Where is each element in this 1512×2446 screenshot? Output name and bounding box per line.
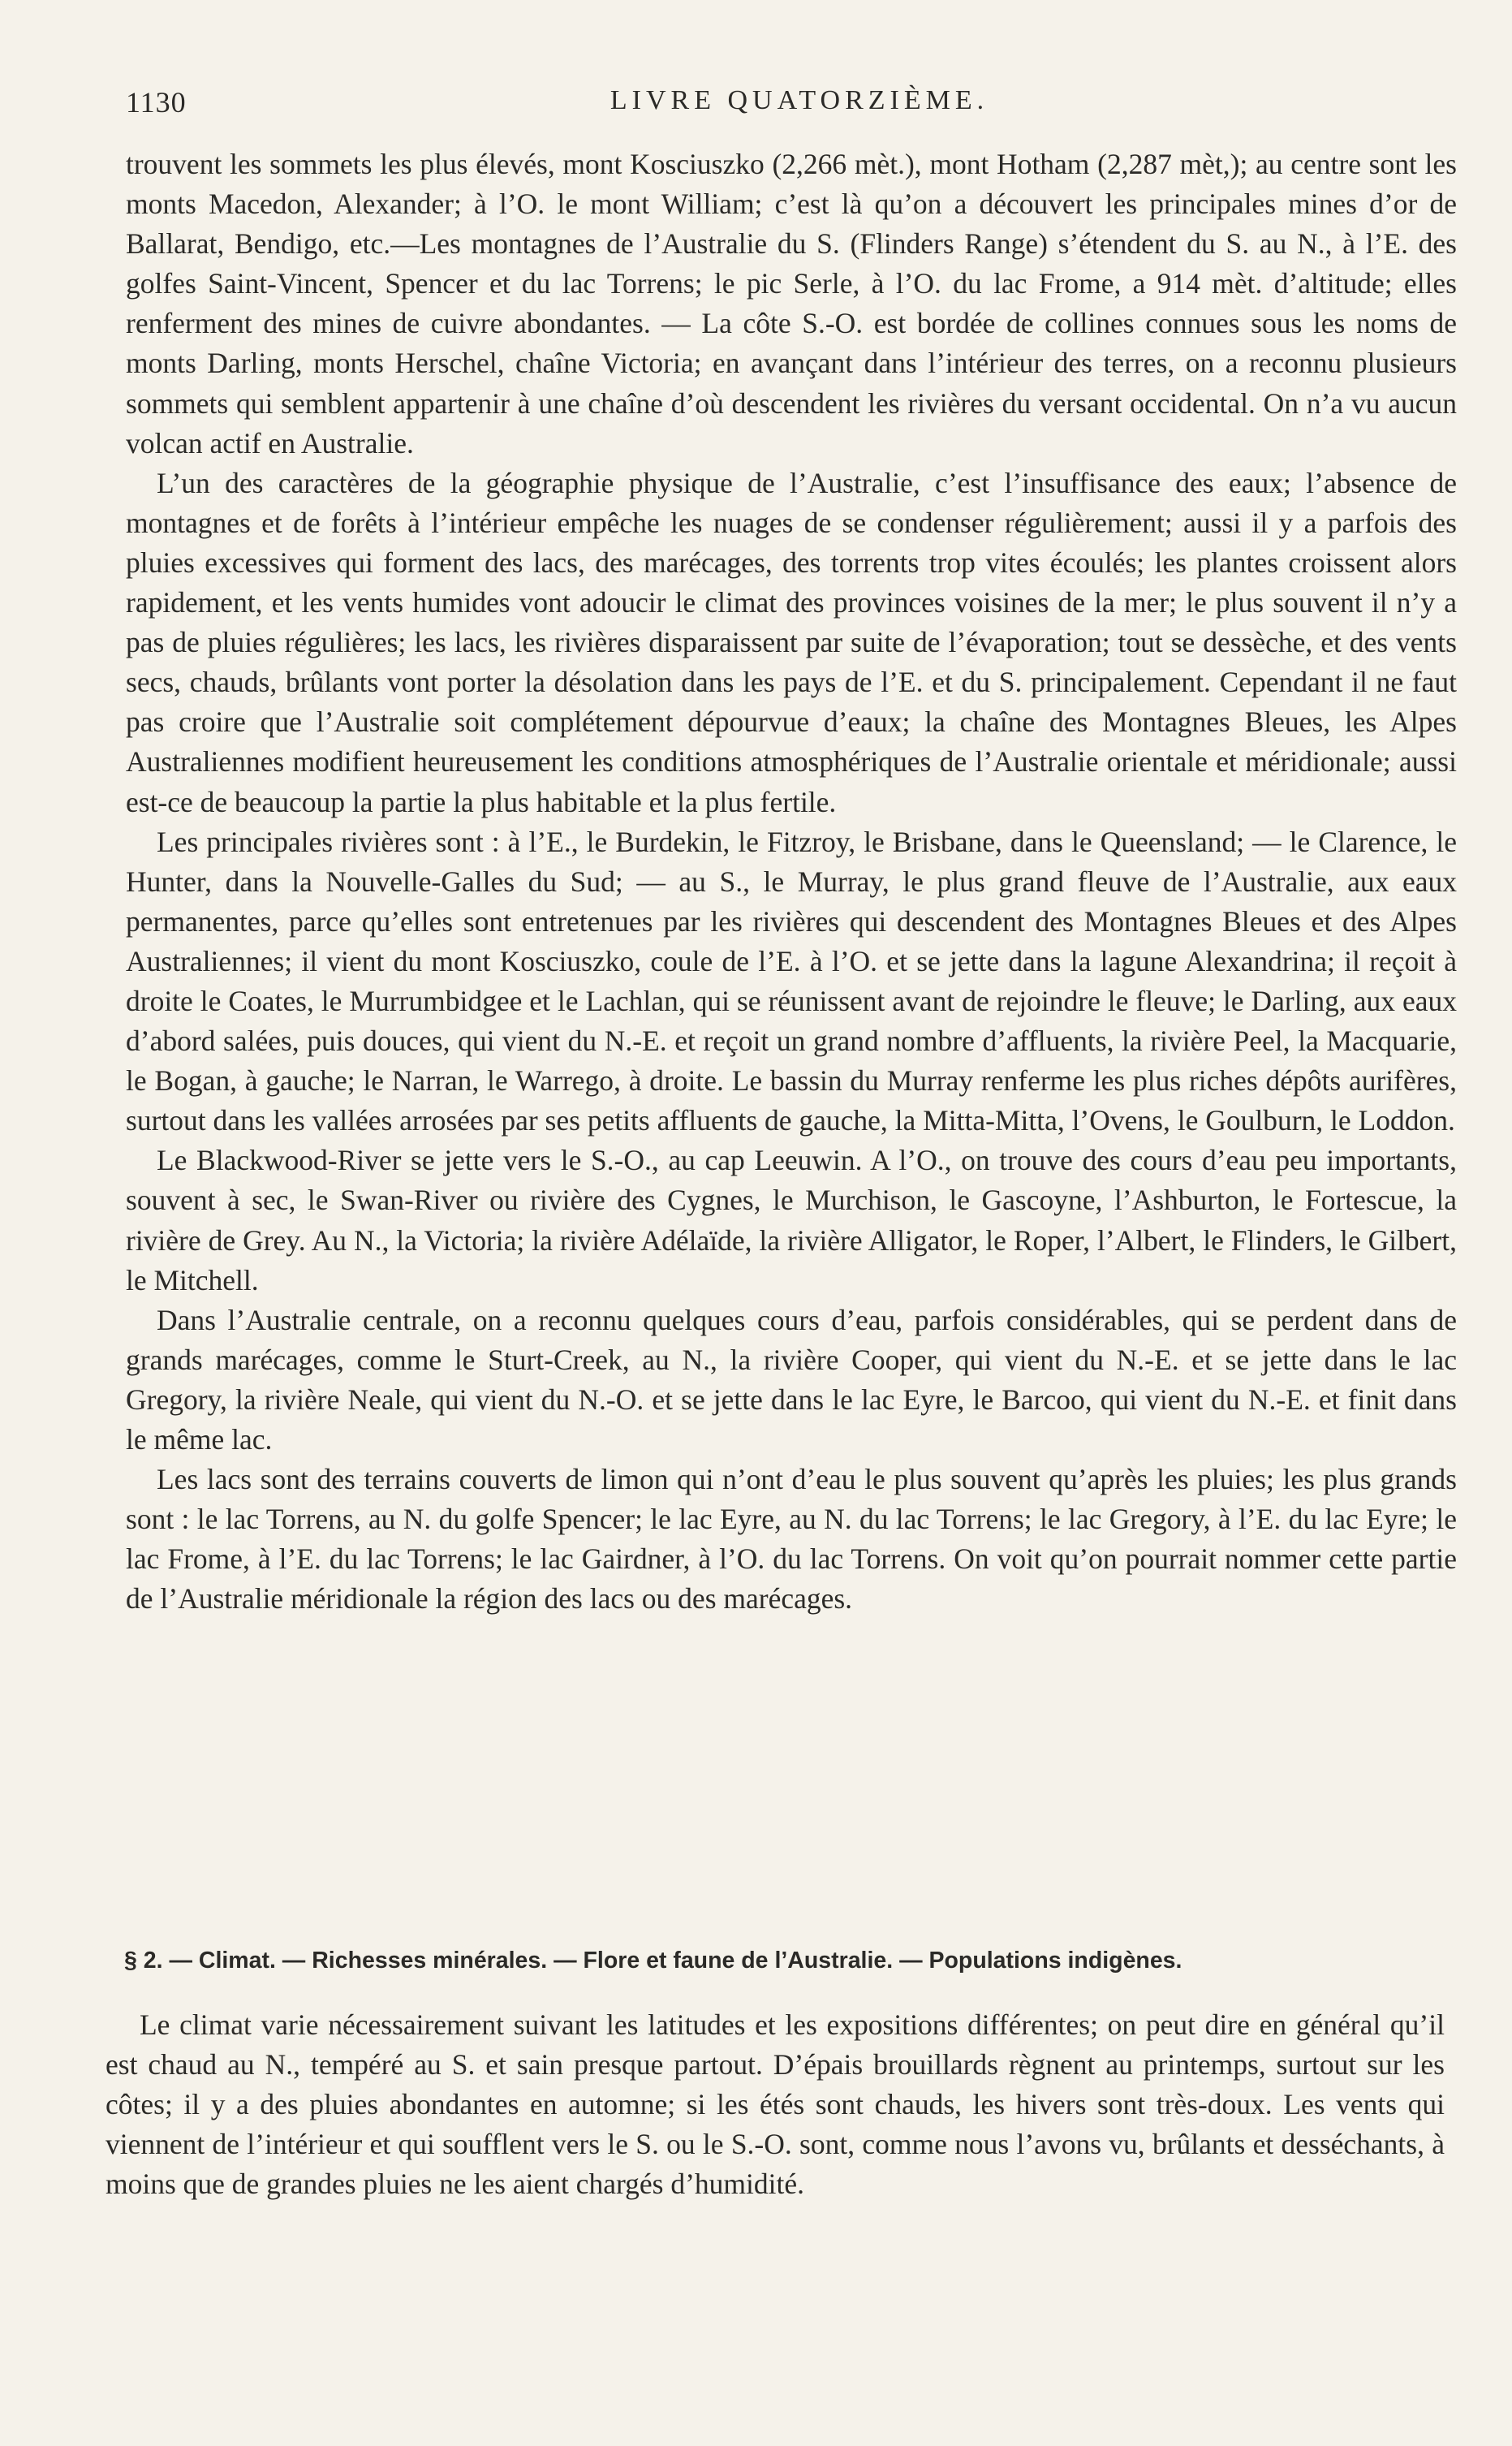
running-title: LIVRE QUATORZIÈME. bbox=[610, 85, 989, 115]
running-head bbox=[126, 85, 1473, 124]
section-heading: § 2. — Climat. — Richesses minérales. — Flore et faune de l’Australie. — Populations indigènes. bbox=[124, 1948, 1182, 1974]
paragraph-climate: Le climat varie nécessairement suivant les latitudes et les expositions différentes; on peut dire en général qu’il est chaud au N., tempéré au S. et sain presque partout. D’épais brouillards règnent au printemps, surtout sur les côtes; il y a des pluies abondantes en automne; si les étés sont chauds, les hivers sont très-doux. Les vents qui viennent de l’intérieur et qui soufflent vers le S. ou le S.-O. sont, comme nous l’avons vu, brûlants et desséchants, à moins que de grandes pluies ne les aient chargés d’humidité. bbox=[106, 2008, 1445, 2200]
paragraph-principal-rivers: Les principales rivières sont : à l’E., le Burdekin, le Fitzroy, le Brisbane, dans le Queensland; — le Clarence, le Hunter, dans la Nouvelle-Galles du Sud; — au S., le Murray, le plus grand fleuve de l’Australie, aux eaux permanentes, parce qu’elles sont entretenues par les rivières qui descendent des Montagnes Bleues et des Alpes Australiennes; il vient du mont Kosciuszko, coule de l’E. à l’O. et se jette dans la lagune Alexandrina; il reçoit à droite le Coates, le Murrumbidgee et le Lachlan, qui se réunissent avant de rejoindre le fleuve; le Darling, aux eaux d’abord salées, puis douces, qui vient du N.-E. et reçoit un grand nombre d’affluents, la rivière Peel, la Macquarie, le Bogan, à gauche; le Narran, le Warrego, à droite. Le bassin du Murray renferme les plus riches dépôts aurifères, surtout dans les vallées arrosées par ses petits affluents de gauche, la Mitta-Mitta, l’Ovens, le Goulburn, le Loddon. bbox=[126, 825, 1457, 1137]
paragraph-lakes: Les lacs sont des terrains couverts de limon qui n’ont d’eau le plus souvent qu’après les pluies; les plus grands sont : le lac Torrens, au N. du golfe Spencer; le lac Eyre, au N. du lac Torrens; le lac Gregory, à l’E. du lac Eyre; le lac Frome, à l’E. du lac Torrens; le lac Gairdner, à l’O. du lac Torrens. On voit qu’on pourrait nommer cette partie de l’Australie méridionale la région des lacs ou des marécages. bbox=[126, 1463, 1457, 1616]
paragraph-water-scarcity: L’un des caractères de la géographie physique de l’Australie, c’est l’insuffisance des eaux; l’absence de montagnes et de forêts à l’intérieur empêche les nuages de se condenser régulièrement; aussi il y a parfois des pluies excessives qui forment des lacs, des marécages, des torrents trop vites écoulés; les plantes croissent alors rapidement, et les vents humides vont adoucir le climat des provinces voisines de la mer; le plus souvent il n’y a pas de pluies régulières; les lacs, les rivières disparaissent par suite de l’évaporation; tout se dessèche, et des vents secs, chauds, brûlants vont porter la désolation dans les pays de l’E. et du S. principalement. Cependant il ne faut pas croire que l’Australie soit complétement dépourvue d’eaux; la chaîne des Montagnes Bleues, les Alpes Australiennes modifient heureusement les conditions atmosphériques de l’Australie orientale et méridionale; aussi est-ce de beaucoup la partie la plus habitable et la plus fertile. bbox=[126, 466, 1457, 818]
page-number: 1130 bbox=[126, 86, 187, 119]
section-text bbox=[106, 2005, 1445, 2204]
paragraph-central-australia: Dans l’Australie centrale, on a reconnu quelques cours d’eau, parfois considérables, qui se perdent dans de grands marécages, comme le Sturt-Creek, au N., la rivière Cooper, qui vient du N.-E. et se jette dans le lac Gregory, la rivière Neale, qui vient du N.-O. et se jette dans le lac Eyre, le Barcoo, qui vient du N.-E. et finit dans le même lac. bbox=[126, 1303, 1457, 1456]
paragraph-mountains: trouvent les sommets les plus élevés, mont Kosciuszko (2,266 mèt.), mont Hotham (2,287 mèt,); au centre sont les monts Macedon, Alexander; à l’O. le mont William; c’est là qu’on a découvert les principales mines d’or de Ballarat, Bendigo, etc.—Les montagnes de l’Australie du S. (Flinders Range) s’étendent du S. au N., à l’E. des golfes Saint-Vincent, Spencer et du lac Torrens; le pic Serle, à l’O. du lac Frome, a 914 mèt. d’altitude; elles renferment des mines de cuivre abondantes. — La côte S.-O. est bordée de collines connues sous les noms de monts Darling, monts Herschel, chaîne Victoria; en avançant dans l’intérieur des terres, on a reconnu plusieurs sommets qui semblent appartenir à une chaîne d’où descendent les rivières du versant occidental. On n’a vu aucun volcan actif en Australie. bbox=[126, 148, 1457, 459]
paragraph-western-rivers: Le Blackwood-River se jette vers le S.-O., au cap Leeuwin. A l’O., on trouve des cours d’eau peu importants, souvent à sec, le Swan-River ou rivière des Cygnes, le Murchison, le Gascoyne, l’Ashburton, le Fortescue, la rivière de Grey. Au N., la Victoria; la rivière Adélaïde, la rivière Alligator, le Roper, l’Albert, le Flinders, le Gilbert, le Mitchell. bbox=[126, 1144, 1457, 1296]
main-text bbox=[126, 145, 1457, 1619]
